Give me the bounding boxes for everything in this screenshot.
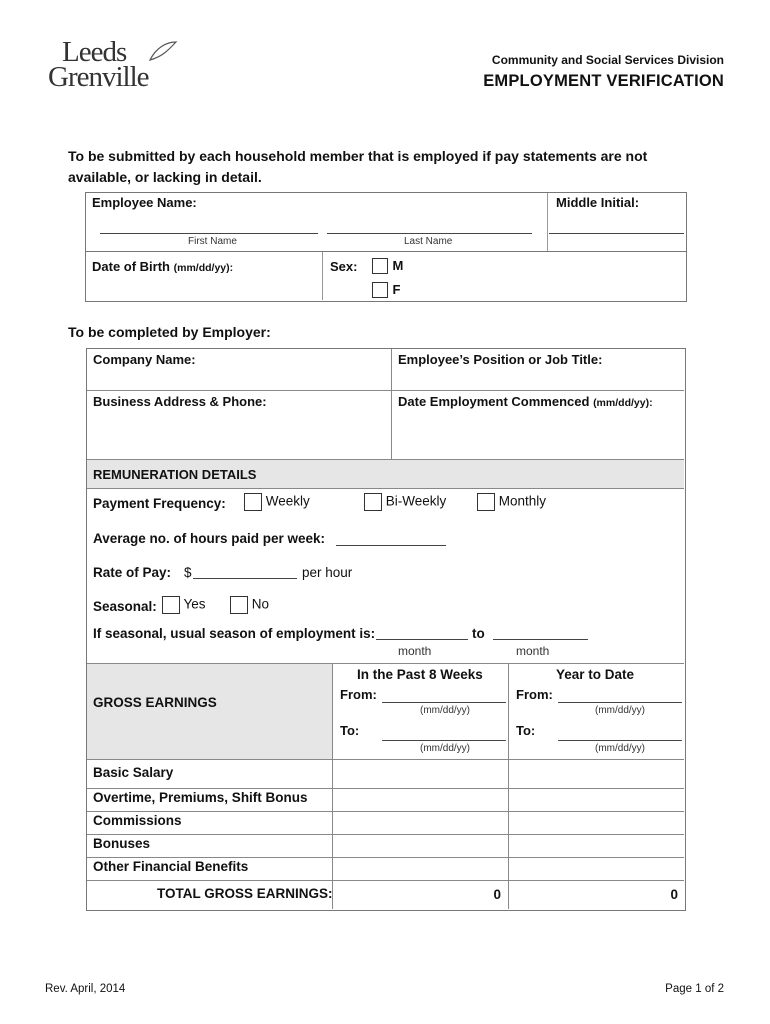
past8-from-format: (mm/dd/yy) [420, 705, 470, 716]
season-start-field[interactable] [376, 639, 468, 640]
seasonal-yes-checkbox[interactable] [162, 596, 180, 614]
biweekly-checkbox[interactable] [364, 493, 382, 511]
other-benefits-ytd-cell[interactable] [509, 858, 684, 880]
date-commenced-field[interactable] [398, 412, 678, 456]
sex-f-option[interactable] [372, 281, 400, 299]
date-commenced-label [398, 394, 653, 409]
sex-m-option[interactable] [372, 257, 403, 275]
ytd-from-label: From: [516, 687, 553, 702]
overtime-past8-cell[interactable] [333, 789, 508, 811]
ytd-to-label: To: [516, 723, 536, 738]
ytd-header: Year to Date [556, 667, 635, 682]
dob-label-text: Date of Birth [92, 259, 170, 274]
monthly-label: Monthly [498, 493, 547, 509]
sex-label: Sex: [330, 259, 358, 274]
division-name: Community and Social Services Division [491, 53, 724, 67]
past8-from-label: From: [340, 687, 377, 702]
seasonal-yes-option[interactable] [162, 596, 206, 614]
table-row [87, 789, 684, 812]
total-past8-value: 0 [493, 887, 501, 902]
rate-unit: per hour [302, 565, 353, 580]
rate-field[interactable] [193, 578, 297, 579]
date-commenced-text: Date Employment Commenced [398, 394, 590, 409]
gross-earnings-header-text: GROSS EARNINGS [93, 695, 217, 710]
row-label-overtime: Overtime, Premiums, Shift Bonus [93, 790, 308, 805]
ytd-to-field[interactable] [558, 740, 682, 741]
weekly-checkbox[interactable] [244, 493, 262, 511]
ytd-from-field[interactable] [558, 702, 682, 703]
season-label: If seasonal, usual season of employment is: [93, 626, 376, 641]
page-title: EMPLOYMENT VERIFICATION [483, 72, 724, 90]
page-number: Page 1 of 2 [665, 983, 724, 995]
seasonal-no-checkbox[interactable] [230, 596, 248, 614]
weekly-option[interactable] [244, 493, 310, 511]
rate-label: Rate of Pay: [93, 565, 172, 580]
row-label-other-benefits: Other Financial Benefits [93, 859, 249, 874]
overtime-ytd-cell[interactable] [509, 789, 684, 811]
company-name-label: Company Name: [93, 352, 196, 367]
dob-format: (mm/dd/yy): [173, 262, 234, 274]
sex-f-label: F [392, 282, 401, 297]
middle-initial-field[interactable] [549, 214, 684, 232]
bonuses-past8-cell[interactable] [333, 835, 508, 857]
payment-frequency-label: Payment Frequency: [93, 496, 226, 511]
employee-name-label: Employee Name: [92, 195, 197, 210]
logo-line-1: Leeds [62, 36, 127, 68]
rate-currency: $ [184, 565, 192, 580]
address-field[interactable] [93, 412, 385, 456]
past8-from-field[interactable] [382, 702, 506, 703]
remuneration-header-text: REMUNERATION DETAILS [93, 467, 257, 482]
seasonal-no-label: No [251, 596, 270, 612]
season-to-label: to [472, 626, 485, 641]
ytd-to-format: (mm/dd/yy) [595, 743, 645, 754]
row-label-basic-salary: Basic Salary [93, 765, 174, 780]
date-commenced-format: (mm/dd/yy): [593, 397, 653, 409]
monthly-option[interactable] [477, 493, 546, 511]
bonuses-ytd-cell[interactable] [509, 835, 684, 857]
intro-text: To be submitted by each household member that is employed if pay statements are not available, or lacking in detail. [68, 148, 648, 185]
commissions-past8-cell[interactable] [333, 812, 508, 834]
biweekly-option[interactable] [364, 493, 446, 511]
first-name-caption: First Name [188, 236, 237, 247]
employee-name-field[interactable] [100, 214, 532, 232]
company-name-field[interactable] [93, 370, 385, 388]
basic-salary-past8-cell[interactable] [333, 760, 508, 788]
total-row [87, 881, 684, 909]
remuneration-header [87, 459, 684, 489]
table-row [87, 812, 684, 835]
seasonal-label: Seasonal: [93, 599, 157, 614]
address-label: Business Address & Phone: [93, 394, 267, 409]
dob-field[interactable] [92, 275, 317, 295]
seasonal-no-option[interactable] [230, 596, 269, 614]
organization-logo [48, 36, 178, 100]
table-row [87, 835, 684, 858]
other-benefits-past8-cell[interactable] [333, 858, 508, 880]
basic-salary-ytd-cell[interactable] [509, 760, 684, 788]
hours-label: Average no. of hours paid per week: [93, 531, 326, 546]
position-label: Employee’s Position or Job Title: [398, 352, 603, 367]
past8-to-format: (mm/dd/yy) [420, 743, 470, 754]
ytd-from-format: (mm/dd/yy) [595, 705, 645, 716]
last-name-caption: Last Name [404, 236, 453, 247]
sex-m-label: M [392, 258, 404, 273]
row-label-commissions: Commissions [93, 813, 182, 828]
table-row [87, 760, 684, 789]
season-end-field[interactable] [493, 639, 588, 640]
leaf-icon [148, 40, 178, 62]
biweekly-label: Bi-Weekly [385, 493, 447, 509]
logo-line-2: Grenville [48, 61, 149, 93]
gross-earnings-header [87, 664, 333, 759]
total-ytd-value: 0 [670, 887, 678, 902]
first-name-line [100, 233, 318, 234]
past8-to-label: To: [340, 723, 360, 738]
seasonal-yes-label: Yes [183, 596, 206, 612]
table-row [87, 858, 684, 881]
sex-f-checkbox[interactable] [372, 282, 388, 298]
middle-initial-label: Middle Initial: [556, 195, 640, 210]
position-field[interactable] [398, 370, 678, 388]
commissions-ytd-cell[interactable] [509, 812, 684, 834]
dob-label [92, 259, 233, 274]
employer-section-title: To be completed by Employer: [68, 324, 271, 340]
month-caption-2: month [516, 644, 550, 658]
row-label-bonuses: Bonuses [93, 836, 151, 851]
total-gross-label: TOTAL GROSS EARNINGS: [157, 886, 333, 901]
revision-date: Rev. April, 2014 [45, 983, 126, 995]
weekly-label: Weekly [265, 493, 310, 509]
hours-field[interactable] [336, 545, 446, 546]
past8-header: In the Past 8 Weeks [357, 667, 483, 682]
sex-m-checkbox[interactable] [372, 258, 388, 274]
monthly-checkbox[interactable] [477, 493, 495, 511]
month-caption-1: month [398, 644, 432, 658]
past8-to-field[interactable] [382, 740, 506, 741]
middle-initial-line [549, 233, 684, 234]
last-name-line [327, 233, 532, 234]
